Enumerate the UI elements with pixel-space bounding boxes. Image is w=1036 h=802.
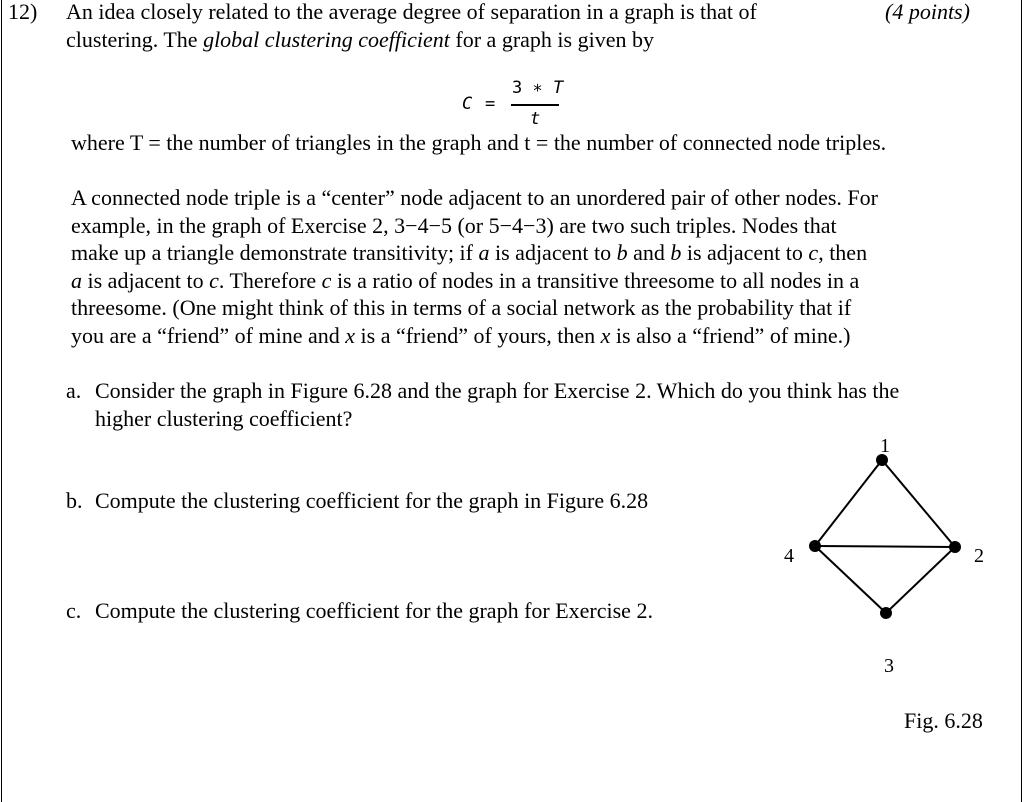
text-run: example, in the graph of Exercise 2, 3−4−5 (or 5−4−3) are two such triples. Nodes that [71,212,837,238]
text-run: An idea closely related to the average degree of separation in a graph is that of [66,0,757,24]
paragraph-line-1 [71,184,878,212]
node-label-4: 4 [784,545,794,567]
paragraph-line-6 [71,322,878,350]
text-run: c [321,267,332,293]
text-run: is adjacent to [681,240,809,265]
where-line: where T = the number of triangles in the graph and t = the number of connected node triples. [71,130,887,155]
text-run: , then [818,240,868,265]
figure-caption: Fig. 6.28 [904,708,983,733]
part-a-line-1: Consider the graph in Figure 6.28 and the graph for Exercise 2. Which do you think has the [95,378,900,403]
text-run: is adjacent to [82,267,210,293]
figure-graph [770,430,1000,750]
edge-1-2 [882,460,955,547]
node-2 [949,541,961,553]
text-run: for a graph is given by [449,26,654,52]
part-c-label: c. [66,598,82,623]
page-border-left [1,0,2,802]
intro-line-2 [66,26,757,54]
edge-2-3 [886,547,955,613]
text-run: is a ratio of nodes in a transitive threesome to all nodes in a [331,267,860,293]
text-run: you are a “friend” of mine and [71,322,346,348]
text-run: b [616,240,628,265]
part-b-label: b. [66,488,83,513]
paragraph-line-4 [71,267,878,295]
paragraph-line-3 [71,239,878,267]
text-run: is also a “friend” of mine.) [610,322,851,348]
edge-4-2 [815,546,955,547]
node-label-1: 1 [880,435,890,457]
node-label-3: 3 [884,655,894,677]
formula-equals: = [485,94,496,114]
text-run: A connected node triple is a “center” node adjacent to an unordered pair of other nodes. For [71,185,878,210]
node-label-2: 2 [974,545,984,567]
intro-line-1 [66,0,757,26]
text-run: a [71,267,82,293]
text-run: make up a triangle demonstrate transitivity; if [71,240,479,265]
text-run: x [600,322,611,348]
text-run: and [627,240,671,265]
part-a-line-2: higher clustering coefficient? [95,406,353,431]
formula-numerator: 3 ∗ T [512,78,564,98]
text-run: global clustering coefficient [203,26,450,52]
paragraph-line-2 [71,212,878,240]
text-run: b [670,240,682,265]
page-border-right [1021,0,1022,802]
points-label: (4 points) [885,0,970,24]
formula-denominator: t [530,109,541,129]
text-run: . Therefore [218,267,322,293]
edge-1-4 [815,460,882,546]
intro-text [66,0,757,53]
text-run: is adjacent to [489,240,617,265]
text-run: x [345,322,356,348]
problem-number: 12) [8,0,38,24]
part-b-line-1: Compute the clustering coefficient for the graph in Figure 6.28 [95,488,649,513]
paragraph-line-5 [71,294,878,322]
fraction-bar [511,104,559,106]
node-3 [880,607,892,619]
text-run: is a “friend” of yours, then [355,322,601,348]
text-run: clustering. The [66,26,204,52]
text-run: c [209,267,219,293]
edge-4-3 [815,546,886,613]
formula-lhs: C [462,94,473,114]
part-c-line-1: Compute the clustering coefficient for the graph for Exercise 2. [95,598,653,623]
definition-paragraph [71,184,878,349]
part-a-label: a. [66,378,82,403]
node-4 [809,540,821,552]
text-run: a [478,240,490,265]
text-run: c [808,240,819,265]
text-run: threesome. (One might think of this in terms of a social network as the probability that if [71,295,852,320]
